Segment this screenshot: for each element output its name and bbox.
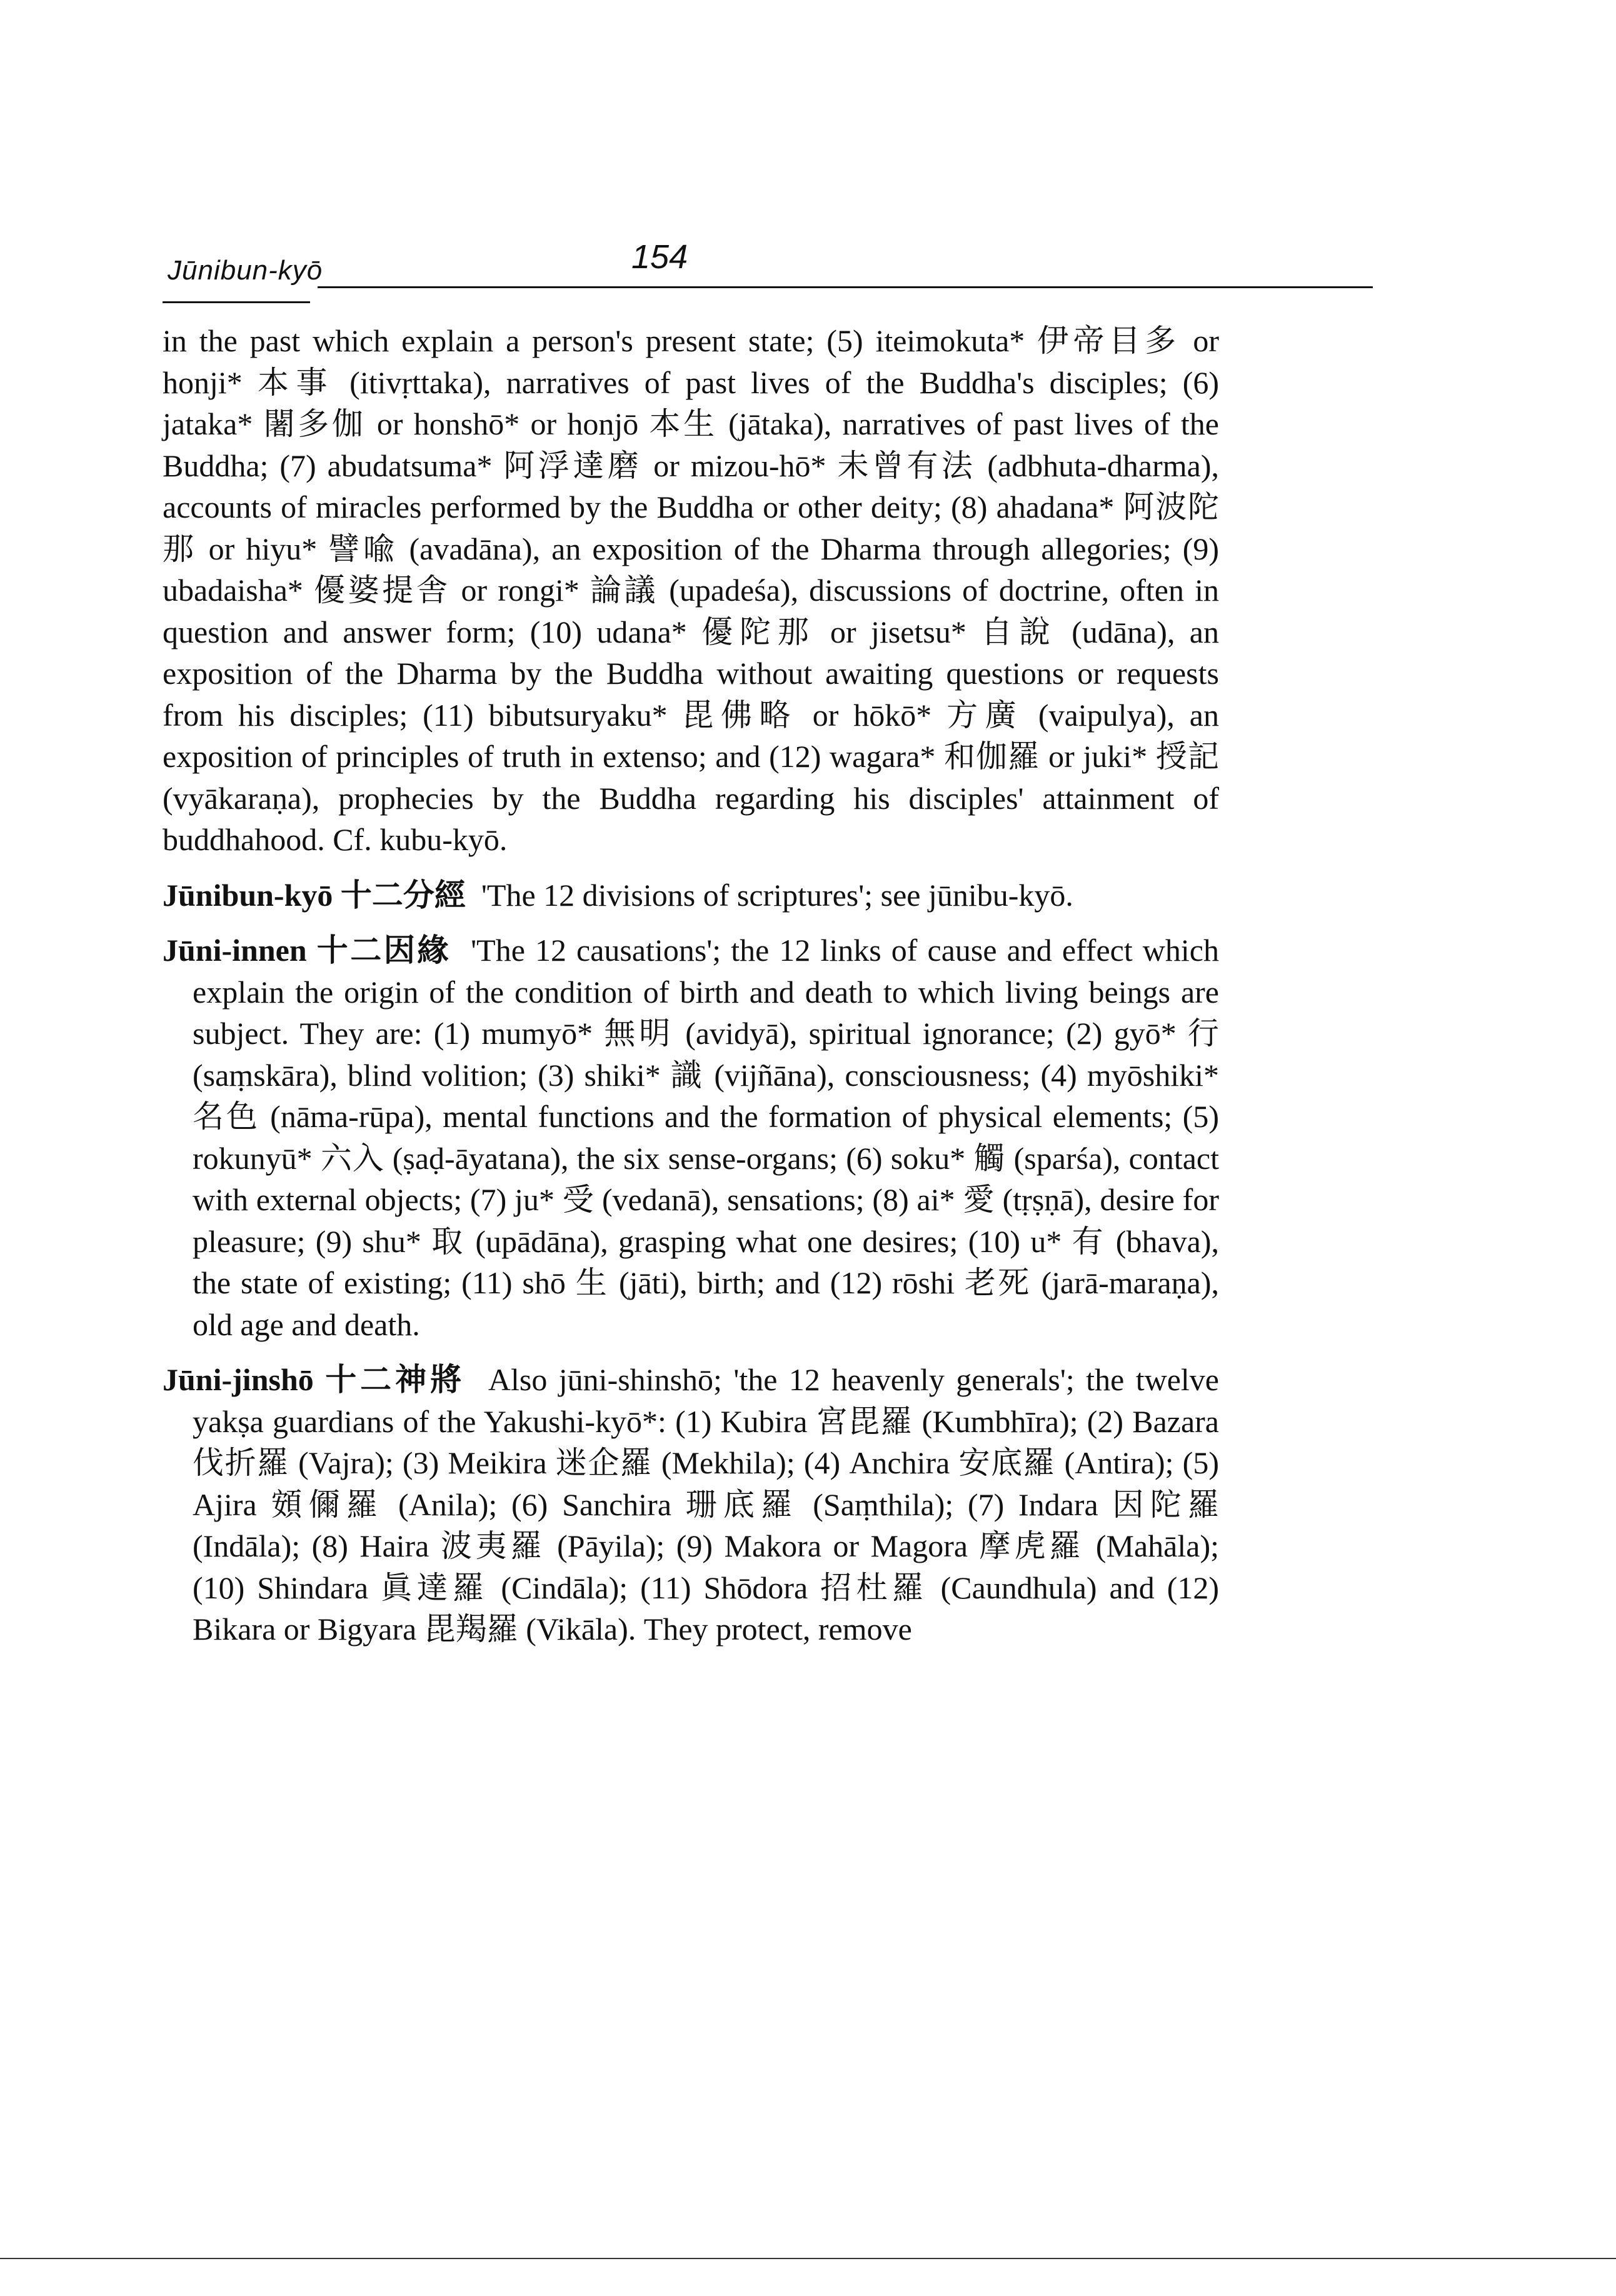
entry-junibun-kyo <box>163 875 1219 916</box>
entry-continuation <box>163 320 1219 861</box>
header-rule-left <box>163 301 310 303</box>
headword: Jūni-jinshō 十二神將 <box>163 1362 465 1397</box>
definition: 'The 12 divisions of scriptures'; see jūnibu-kyō. <box>481 877 1073 913</box>
running-head: Jūnibun-kyō <box>168 255 323 286</box>
continuation-text: in the past which explain a person's present state; (5) iteimokuta* 伊帝目多 or honji* 本事 (itivṛttaka), narratives of past lives of the Buddha's disciples; (6) jataka* 闍多伽 or honshō* or honjō 本生 (jātaka), narratives of past lives of the Buddha; (7) abudatsuma* 阿浮達磨 or mizou-hō* 未曾有法 (adbhuta-dharma), accounts of miracles performed by the Buddha or other deity; (8) ahadana* 阿波陀那 or hiyu* 譬喩 (avadāna), an exposition of the Dharma through allegories; (9) ubadaisha* 優婆提舎 or rongi* 論議 (upadeśa), discussions of doctrine, often in question and answer form; (10) udana* 優陀那 or jisetsu* 自說 (udāna), an exposition of the Dharma by the Buddha without awaiting questions or requests from his disciples; (11) bibutsuryaku* 毘佛略 or hōkō* 方廣 (vaipulya), an exposition of principles of truth in extenso; and (12) wagara* 和伽羅 or juki* 授記 (vyākaraṇa), prophecies by the Buddha regarding his disciples' attainment of buddhahood. Cf. kubu-kyō. <box>163 323 1219 857</box>
definition: 'The 12 causations'; the 12 links of cause and effect which explain the origin of the condition of birth and death to which living beings are subject. They are: (1) mumyō* 無明 (avidyā), spiritual ignorance; (2) gyō* 行 (saṃskāra), blind volition; (3) shiki* 識 (vijñāna), consciousness; (4) myōshiki* 名色 (nāma-rūpa), mental functions and the formation of physical elements; (5) rokunyū* 六入 (ṣaḍ-āyatana), the six sense-organs; (6) soku* 觸 (sparśa), contact with external objects; (7) ju* 受 (vedanā), sensations; (8) ai* 愛 (tṛṣṇā), desire for pleasure; (9) shu* 取 (upādāna), grasping what one desires; (10) u* 有 (bhava), the state of existing; (11) shō 生 (jāti), birth; and (12) rōshi 老死 (jarā-maraṇa), old age and death. <box>193 933 1219 1342</box>
bottom-edge-rule <box>0 2258 1616 2259</box>
entry-juni-jinsho <box>163 1359 1219 1650</box>
definition: Also jūni-shinshō; 'the 12 heavenly generals'; the twelve yakṣa guardians of the Yakushi-kyō*: (1) Kubira 宮毘羅 (Kumbhīra); (2) Bazara 伐折羅 (Vajra); (3) Meikira 迷企羅 (Mekhila); (4) Anchira 安底羅 (Antira); (5) Ajira 頞儞羅 (Anila); (6) Sanchira 珊底羅 (Saṃthila); (7) Indara 因陀羅 (Indāla); (8) Haira 波夷羅 (Pāyila); (9) Makora or Magora 摩虎羅 (Mahāla); (10) Shindara 眞達羅 (Cindāla); (11) Shōdora 招杜羅 (Caundhula) and (12) Bikara or Bigyara 毘羯羅 (Vikāla). They protect, remove <box>193 1362 1219 1647</box>
dictionary-body <box>163 320 1219 1664</box>
headword: Jūnibun-kyō 十二分經 <box>163 877 466 913</box>
page-number: 154 <box>631 238 688 276</box>
headword: Jūni-innen 十二因緣 <box>163 933 451 968</box>
entry-juni-innen <box>163 930 1219 1345</box>
header-rule-right <box>318 286 1373 288</box>
page-header <box>163 225 1225 306</box>
